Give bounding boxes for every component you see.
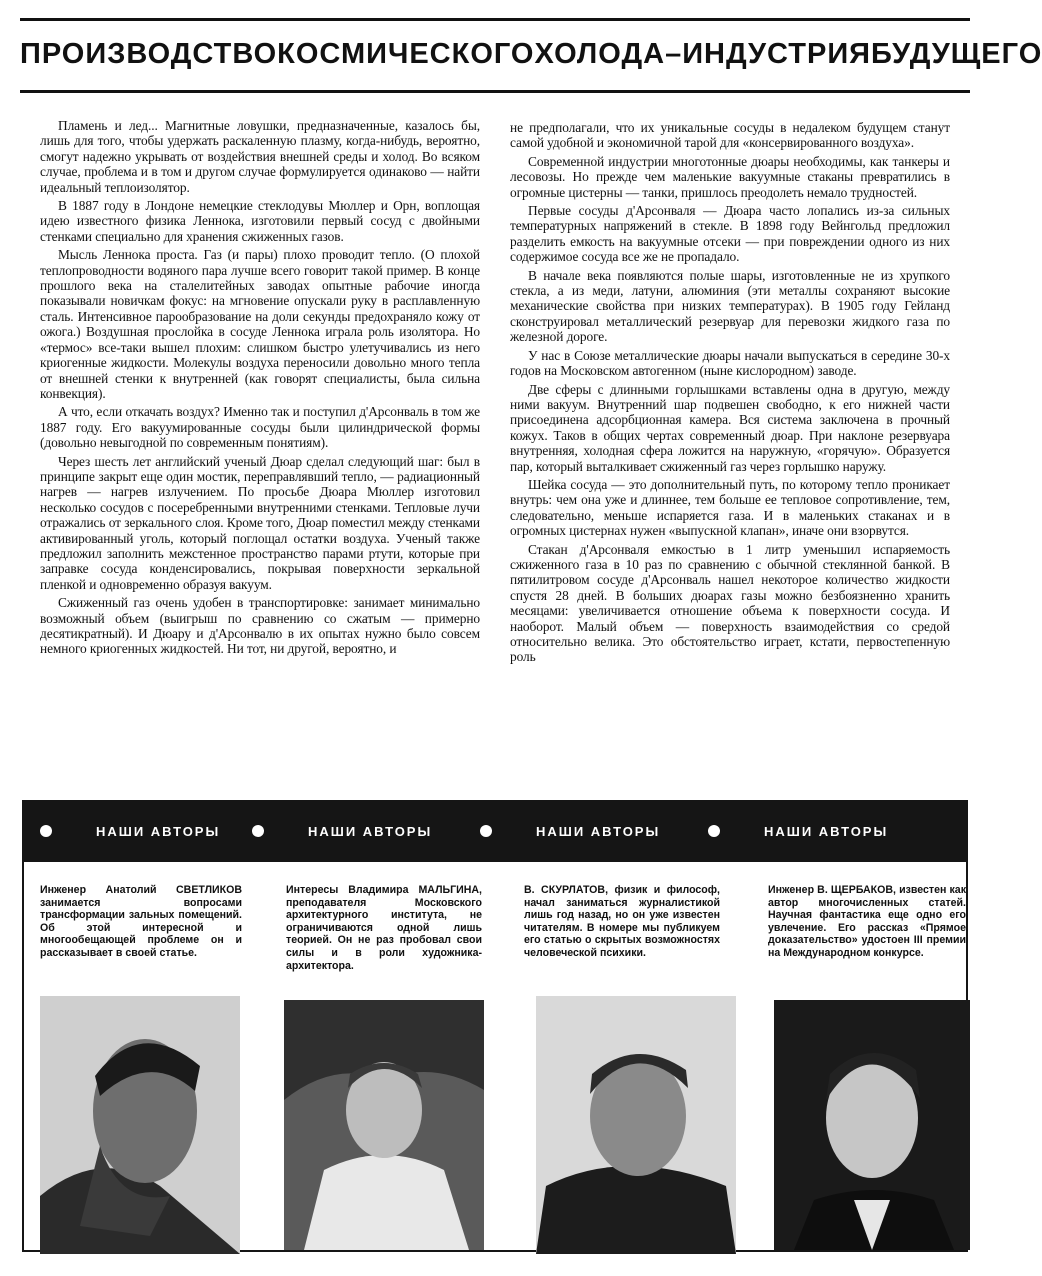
author-name: МАЛЬГИНА — [418, 884, 480, 896]
band-item — [480, 800, 660, 862]
article-column-left — [40, 118, 480, 786]
article-paragraph: Пламень и лед... Магнитные ловушки, предназначенные, казалось бы, лишь для того, чтобы удержать раскаленную плазму, когда-нибудь, вероятно, смогут надежно укрывать от воздействия внешней среды и холод. Во всяком случае, проблема и в том и другом случае формулируется одинаково — найти идеальный теплоизолятор. — [40, 118, 480, 195]
article-paragraph: Первые сосуды д'Арсонваля — Дюара часто лопались из-за сильных температурных напряжений в стекле. В 1898 году Вейнгольд предложил разделить емкость на вакуумные отсеки — при повреждении одного из них содержимое сосуда все же не пропадало. — [510, 203, 950, 265]
top-rule — [20, 18, 970, 21]
bullet-dot-icon — [480, 825, 492, 837]
author-photo — [536, 996, 736, 1254]
headline-dash: – — [665, 38, 683, 70]
headline-word: КОСМИЧЕСКОГО — [277, 38, 535, 70]
author-portrait-image — [40, 996, 240, 1254]
band-item — [252, 800, 432, 862]
band-label: НАШИ АВТОРЫ — [764, 823, 889, 839]
bullet-dot-icon — [252, 825, 264, 837]
article-paragraph: не предполагали, что их уникальные сосуды в недалеком будущем станут самой удобной и экономичной тарой для «консервированного воздуха». — [510, 120, 950, 151]
author-name: В. ЩЕРБАКОВ — [817, 884, 894, 896]
author-bio — [524, 884, 720, 960]
author-name: В. СКУРЛАТОВ — [524, 884, 606, 896]
author-bio-text: занимается вопросами трансформации зальных помещений. Об этой интересной и многообещающей проблеме он и рассказывает в своей статье. — [40, 896, 242, 959]
bullet-dot-icon — [708, 825, 720, 837]
headline-word: БУДУЩЕГО — [871, 38, 1042, 70]
article-paragraph: Мысль Леннока проста. Газ (и пары) плохо проводит тепло. (О плохой теплопроводности водяного пара лучше всего говорит такой пример. В конце прошлого века на сталелитейных заводах опытные рабочие иногда показывали новичкам фокус: на мгновение опускали руку в расплавленную сталь. Интенсивное парообразование на доли секунды предохраняло кожу от ожога.) Воздушная прослойка в сосуде Леннока играла роль изолятора. Но «термос» все-таки вышел плохим: слишком быстро улетучивались из него криогенные жидкости. Молекулы воздуха переносили довольно много тепла от внешней стенки к внутренней (как говорят специалисты, была сильна конвекция). — [40, 247, 480, 401]
author-bio-text: Инженер — [768, 884, 818, 896]
article-paragraph: Современной индустрии многотонные дюары необходимы, как танкеры и лесовозы. Но прежде чем маленькие вакуумные стаканы превратились в огромные цистерны — танки, пришлось преодолеть немало трудностей. — [510, 153, 950, 200]
band-label: НАШИ АВТОРЫ — [308, 823, 433, 839]
article-paragraph: Две сферы с длинными горлышками вставлены одна в другую, между ними вакуум. Внутренний шар подвешен свободно, к его нижней части присоединена адсорбционная камера. Вся система заключена в прочный кожух. Таков в общих чертах современный дюар. При наклоне резервуара внутренняя, холодная сфера ложится на наружную, «горячую». Образуется пар, который выталкивает сжиженный газ через горлышко наружу. — [510, 381, 950, 474]
headline-rule — [20, 90, 970, 93]
headline-word: ПРОИЗВОДСТВО — [20, 38, 278, 70]
article-paragraph: У нас в Союзе металлические дюары начали выпускаться в середине 30-х годов на Московском автогенном (ныне кислородном) заводе. — [510, 347, 950, 379]
article-headline — [20, 28, 1042, 80]
author-photo — [40, 996, 240, 1254]
our-authors-band — [22, 800, 968, 862]
bullet-dot-icon — [40, 825, 52, 837]
author-bio-text: , физик и философ, начал заниматься журналистикой лишь год назад, но он уже известен читателям. В номере мы публикуем его статью о скрытых возможностях человеческой психики. — [524, 884, 720, 959]
author-photo — [284, 1000, 484, 1250]
band-item — [708, 800, 888, 862]
author-bio — [286, 884, 482, 972]
author-portrait-image — [536, 996, 736, 1254]
article-paragraph: Сжиженный газ очень удобен в транспортировке: занимает минимально возможный объем (выигрыш по сравнению со сжатым — примерно десятикратный). И Дюару и д'Арсонвалю в их опытах нужно было совсем немного криогенных жидкостей. Ни тот, ни другой, вероятно, и — [40, 595, 480, 657]
author-bio-text: Интересы Владимира — [286, 884, 419, 896]
article-paragraph: В начале века появляются полые шары, изготовленные не из хрупкого стекла, а из меди, латуни, алюминия (эти металлы сохраняют высокие механические свойства при низких температурах). В 1905 году Гейланд сконструировал металлический резервуар для перевозки жидкого газа по железной дороге. — [510, 267, 950, 345]
author-portrait-image — [284, 1000, 484, 1250]
article-column-right — [510, 120, 950, 788]
photo-sweater — [536, 1166, 736, 1254]
band-item — [40, 800, 220, 862]
article-paragraph: Стакан д'Арсонваля емкостью в 1 литр уменьшил испаряемость сжиженного газа в 10 раз по сравнению с обычной стеклянной банкой. В пятилитровом сосуде д'Арсонваль нашел некоторое количество жидкости спустя 28 дней. В больших дюарах газы можно безбоязненно хранить месяцами: увеличивается отношение объема к поверхности сосуда. И наоборот. Малый объем — поверхность взаимодействия со средой относительно велика. Это обстоятельство играет, кстати, первостепенную роль — [510, 541, 950, 665]
author-bio-text: , преподавателя Московского архитектурного института, не ограничиваются одной лишь теорией. Он не раз пробовал свои силы и в роли художника-архитектора. — [286, 884, 482, 972]
author-bio — [40, 884, 242, 960]
article-paragraph: Через шесть лет английский ученый Дюар сделал следующий шаг: был в принципе закрыт еще один мостик, переправлявший тепло, — радиационный нагрев — нагрев излучением. По просьбе Дюара Мюллер изготовил несколько сосудов с посеребренными внутренними стенками. Тепловые лучи отражались от зеркального слоя. Кроме того, Дюар поместил между стенками активированный уголь, который поглощал остатки воздуха. Ученый также предложил заполнить межстенное пространство парами ртути, которые при заправке сосуда конденсировались, покрывая поверхности зеркальной пленкой и одновременно образуя вакуум. — [40, 453, 480, 592]
headline-word: ИНДУСТРИЯ — [682, 38, 872, 70]
our-authors-section — [22, 800, 968, 1254]
headline-word: ХОЛОДА — [534, 38, 666, 70]
author-bio-text: Инженер Анатолий — [40, 884, 177, 896]
article-paragraph: Шейка сосуда — это дополнительный путь, по которому тепло проникает внутрь: чем она уже и длиннее, тем больше ее тепловое сопротивление, тем, следовательно, меньше испаряется газа. И в маленьких стаканах и в огромных цистернах нужен «выпускной клапан», иначе они взорвутся. — [510, 476, 950, 539]
author-name: СВЕТЛИКОВ — [176, 884, 242, 896]
article-paragraph: В 1887 году в Лондоне немецкие стеклодувы Мюллер и Орн, воплощая идею известного физика Леннока, изготовили первый сосуд с двойными стенками специально для хранения сжиженных газов. — [40, 198, 480, 244]
author-bio-text: , известен как автор многочисленных статей. Научная фантастика еще одно его увлечение. Его рассказ «Прямое доказательство» удостоен III премии на Международном конкурсе. — [768, 884, 967, 959]
band-label: НАШИ АВТОРЫ — [536, 823, 661, 839]
article-paragraph: А что, если откачать воздух? Именно так и поступил д'Арсонваль в том же 1887 году. Его вакуумированные сосуды были цилиндрической формы (довольно невыгодной по современным понятиям). — [40, 404, 480, 451]
author-portrait-image — [774, 1000, 970, 1250]
band-label: НАШИ АВТОРЫ — [96, 823, 221, 839]
author-bio — [768, 884, 966, 960]
author-photo — [774, 1000, 970, 1250]
